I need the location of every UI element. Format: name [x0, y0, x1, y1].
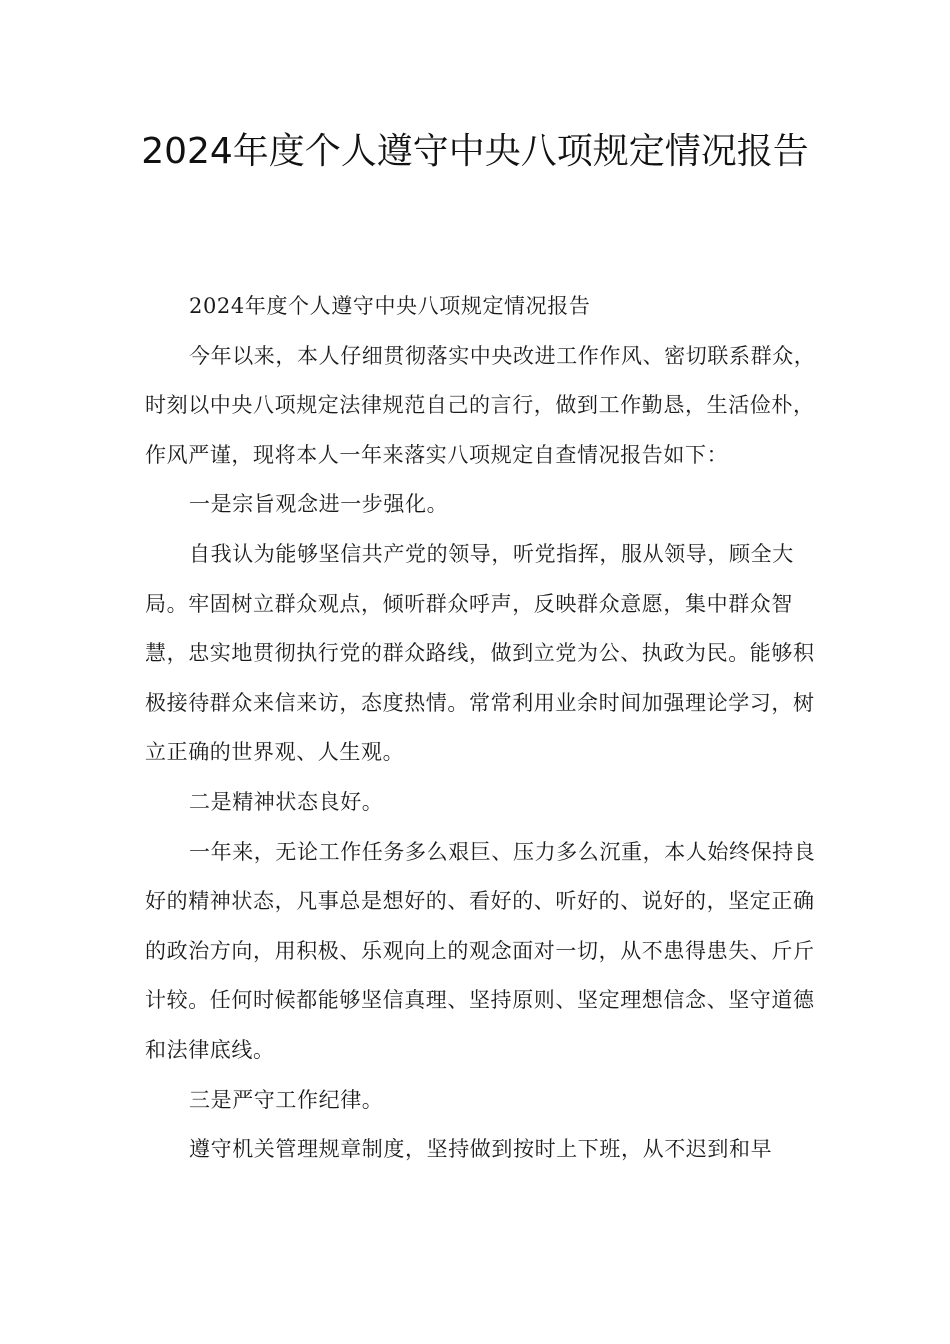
paragraph-intro: 今年以来，本人仔细贯彻落实中央改进工作作风、密切联系群众，时刻以中央八项规定法律规范自己的言行，做到工作勤恳，生活俭朴，作风严谨，现将本人一年来落实八项规定自查情况报告如下： [145, 343, 816, 467]
section-heading-2: 二是精神状态良好。 [189, 789, 384, 814]
paragraph-section-3: 遵守机关管理规章制度，坚持做到按时上下班，从不迟到和早 [189, 1137, 773, 1162]
section-heading-3: 三是严守工作纪律。 [189, 1087, 384, 1112]
paragraph-subtitle: 2024年度个人遵守中央八项规定情况报告 [189, 294, 591, 318]
document-title: 2024年度个人遵守中央八项规定情况报告 [141, 131, 809, 172]
paragraph-section-1: 自我认为能够坚信共产党的领导，听党指挥，服从领导，顾全大局。牢固树立群众观点，倾听群众呼声，反映群众意愿，集中群众智慧，忠实地贯彻执行党的群众路线，做到立党为公、执政为民。能够积极接待群众来信来访，态度热情。常常利用业余时间加强理论学习，树立正确的世界观、人生观。 [145, 541, 815, 765]
section-heading-1: 一是宗旨观念进一步强化。 [189, 492, 449, 517]
paragraph-section-2: 一年来，无论工作任务多么艰巨、压力多么沉重，本人始终保持良好的精神状态，凡事总是想好的、看好的、听好的、说好的，坚定正确的政治方向，用积极、乐观向上的观念面对一切，从不患得患失、斤斤计较。任何时候都能够坚信真理、坚持原则、坚定理想信念、坚守道德和法律底线。 [145, 839, 816, 1062]
document-body [145, 282, 817, 1175]
